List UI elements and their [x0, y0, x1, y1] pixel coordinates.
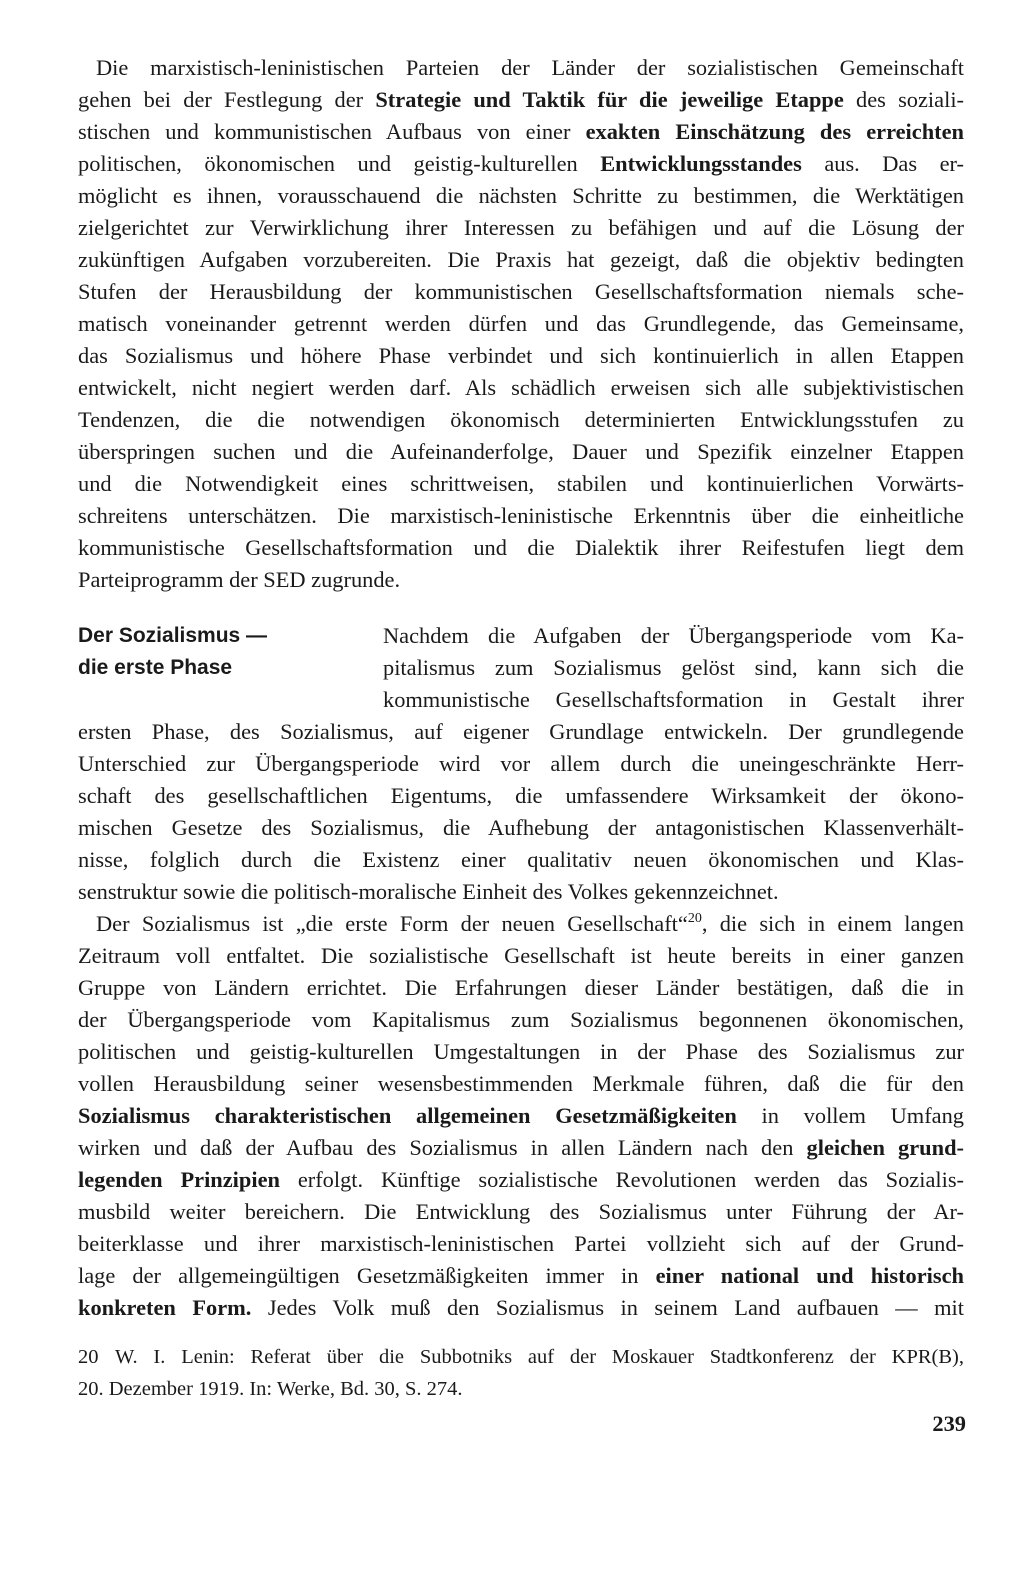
text-line: schreitens unterschätzen. Die marxistisch-leninistische Erkenntnis über die einheitliche: [78, 503, 964, 528]
text-line: wirken und daß der Aufbau des Sozialismus in allen Ländern nach den gleichen grund-: [78, 1135, 964, 1160]
text-line: Gruppe von Ländern errichtet. Die Erfahrungen dieser Länder bestätigen, daß die in: [78, 975, 964, 1000]
text-line: senstruktur sowie die politisch-moralische Einheit des Volkes gekennzeichnet.: [78, 879, 779, 904]
footnote-line-1: W. I. Lenin: Referat über die Subbotniks auf der Moskauer Stadtkonferenz der KPR(B),: [115, 1346, 964, 1368]
text-line: nisse, folglich durch die Existenz einer qualitativ neuen ökonomischen und Klas-: [78, 847, 964, 872]
text-line: pitalismus zum Sozialismus gelöst sind, kann sich die: [383, 655, 964, 680]
text-line: stischen und kommunistischen Aufbaus von einer exakten Einschätzung des erreichten: [78, 119, 964, 144]
text-line: entwickelt, nicht negiert werden darf. Als schädlich erweisen sich alle subjektivistischen: [78, 375, 964, 400]
text-line: Unterschied zur Übergangsperiode wird vor allem durch die uneingeschränkte Herr-: [78, 751, 964, 776]
text-line: Stufen der Herausbildung der kommunistischen Gesellschaftsformation niemals sche-: [78, 279, 964, 304]
footnote-line-2: 20. Dezember 1919. In: Werke, Bd. 30, S. 274.: [78, 1378, 463, 1400]
text-line: Zeitraum voll entfaltet. Die sozialistische Gesellschaft ist heute bereits in einer ganzen: [78, 943, 964, 968]
text-line: der Übergangsperiode vom Kapitalismus zum Sozialismus begonnenen ökonomischen,: [78, 1007, 964, 1032]
text-line: möglicht es ihnen, vorausschauend die nächsten Schritte zu bestimmen, die Werktätigen: [78, 183, 964, 208]
text-line: Tendenzen, die die notwendigen ökonomisch determinierten Entwicklungsstufen zu: [78, 407, 964, 432]
footnote-number: 20: [78, 1346, 99, 1368]
text-line: politischen, ökonomischen und geistig-kulturellen Entwicklungsstandes aus. Das er-: [78, 151, 964, 176]
text-line: Parteiprogramm der SED zugrunde.: [78, 567, 401, 592]
text-line: matisch voneinander getrennt werden dürfen und das Grundlegende, das Gemeinsame,: [78, 311, 964, 336]
text-line: ersten Phase, des Sozialismus, auf eigener Grundlage entwickeln. Der grundlegende: [78, 719, 964, 744]
text-line: mischen Gesetze des Sozialismus, die Aufhebung der antagonistischen Klassenverhält-: [78, 815, 964, 840]
section-heading: [78, 620, 318, 684]
text-line: Nachdem die Aufgaben der Übergangsperiode vom Ka-: [383, 623, 964, 648]
text-line: legenden Prinzipien erfolgt. Künftige sozialistische Revolutionen werden das Sozialis-: [78, 1167, 964, 1192]
section-heading-line-2: die erste Phase: [78, 655, 233, 679]
text-line: kommunistische Gesellschaftsformation und die Dialektik ihrer Reifestufen liegt dem: [78, 535, 964, 560]
text-line: musbild weiter bereichern. Die Entwicklung des Sozialismus unter Führung der Ar-: [78, 1199, 964, 1224]
page-number: 239: [932, 1411, 966, 1436]
text-line: Die marxistisch-leninistischen Parteien der Länder der sozialistischen Gemeinschaft: [96, 55, 964, 80]
text-line: gehen bei der Festlegung der Strategie und Taktik für die jeweilige Etappe des soziali-: [78, 87, 964, 112]
text-line: vollen Herausbildung seiner wesensbestimmenden Merkmale führen, daß die für den: [78, 1071, 964, 1096]
text-line: überspringen suchen und die Aufeinanderfolge, Dauer und Spezifik einzelner Etappen: [78, 439, 964, 464]
text-line: schaft des gesellschaftlichen Eigentums, die umfassendere Wirksamkeit der ökono-: [78, 783, 964, 808]
text-line: zukünftigen Aufgaben vorzubereiten. Die Praxis hat gezeigt, daß die objektiv bedingten: [78, 247, 964, 272]
text-line: lage der allgemeingültigen Gesetzmäßigkeiten immer in einer national und historisch: [78, 1263, 964, 1288]
text-line: politischen und geistig-kulturellen Umgestaltungen in der Phase des Sozialismus zur: [78, 1039, 964, 1064]
text-line: beiterklasse und ihrer marxistisch-leninistischen Partei vollzieht sich auf der Grund-: [78, 1231, 964, 1256]
text-line: kommunistische Gesellschaftsformation in Gestalt ihrer: [383, 687, 964, 712]
section-heading-line-1: Der Sozialismus —: [78, 624, 268, 647]
text-line: zielgerichtet zur Verwirklichung ihrer Interessen zu befähigen und auf die Lösung der: [78, 215, 964, 240]
text-line: das Sozialismus und höhere Phase verbindet und sich kontinuierlich in allen Etappen: [78, 343, 964, 368]
text-line: und die Notwendigkeit eines schrittweisen, stabilen und kontinuierlichen Vorwärts-: [78, 471, 964, 496]
text-line: Der Sozialismus ist „die erste Form der neuen Gesellschaft“$^{20}$, die sich in einem langen: [96, 911, 964, 936]
text-line: Sozialismus charakteristischen allgemeinen Gesetzmäßigkeiten in vollem Umfang: [78, 1103, 964, 1128]
text-line: konkreten Form. Jedes Volk muß den Sozialismus in seinem Land aufbauen — mit: [78, 1295, 964, 1320]
